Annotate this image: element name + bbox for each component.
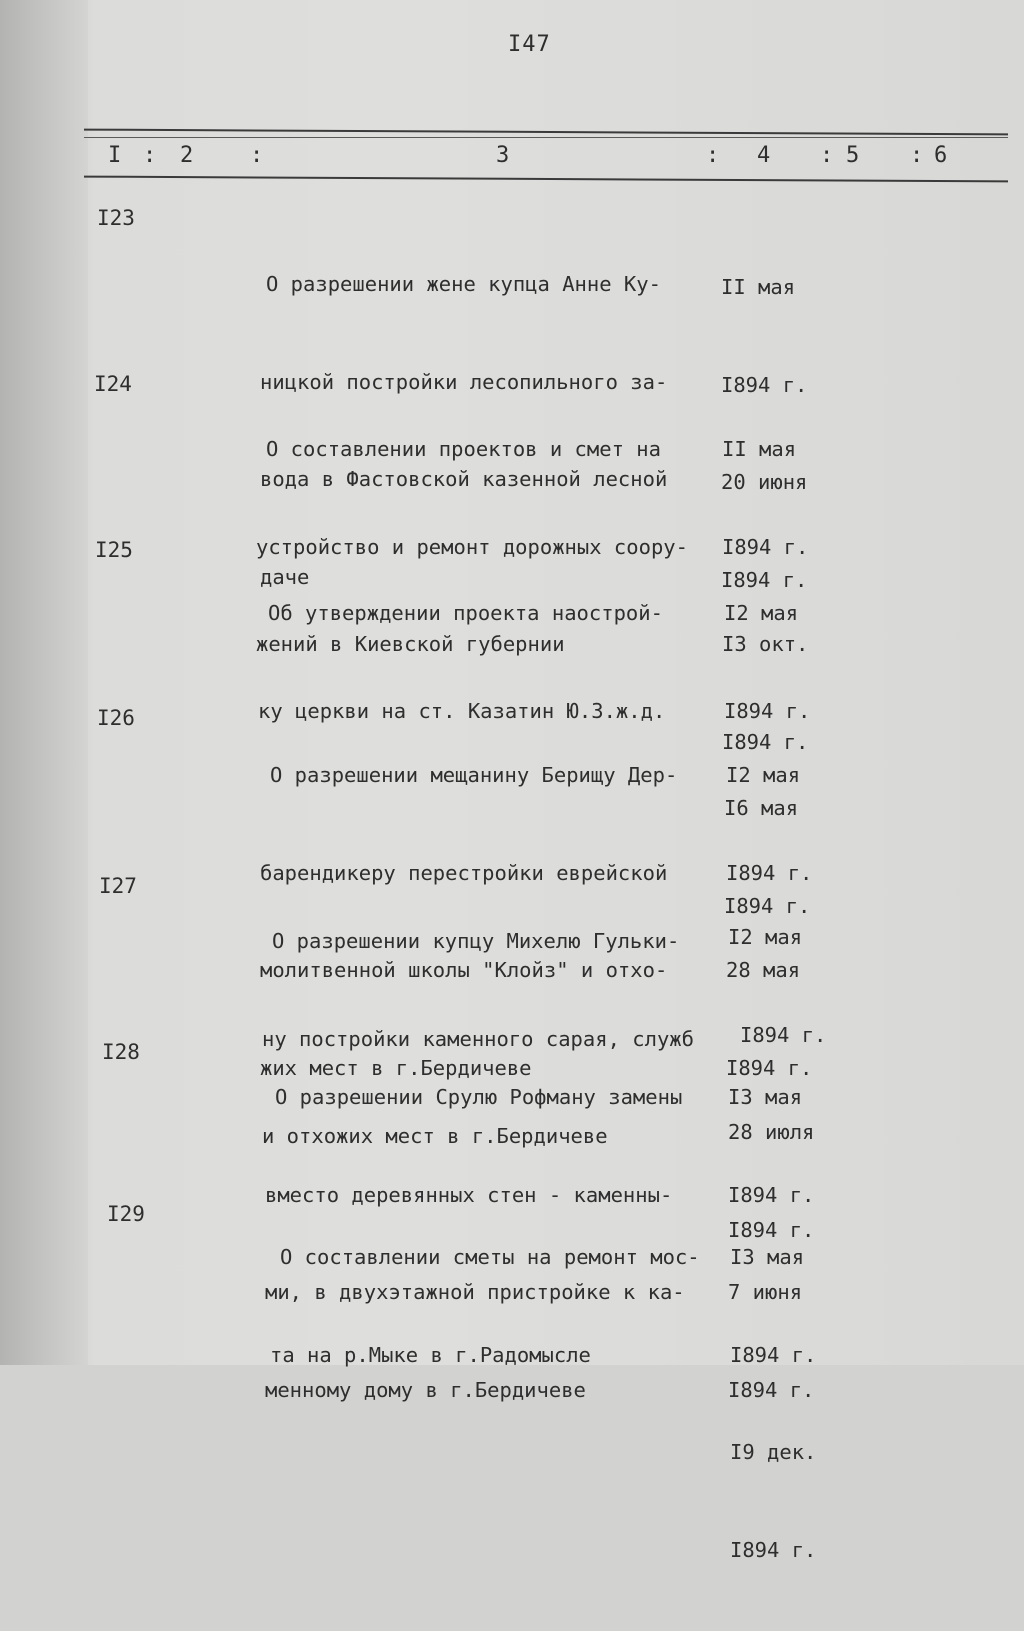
header-col-3: 3: [496, 143, 510, 168]
date-line: 28 июля: [728, 1120, 815, 1144]
date-line: I894 г.: [721, 567, 808, 592]
header-col-5: 5: [846, 143, 860, 168]
description-line: О разрешении купцу Михелю Гульки-: [272, 929, 680, 953]
row-description: [270, 1176, 700, 1436]
description-line: та на р.Мыке в г.Радомысле: [270, 1342, 591, 1367]
date-line: I894 г.: [728, 1182, 815, 1207]
description-line: О разрешении мещанину Берищу Дер-: [270, 763, 678, 787]
header-sep-1: :: [143, 143, 157, 168]
date-line: I894 г.: [722, 534, 809, 559]
description-line: О разрешении Срулю Рофману замены: [275, 1085, 683, 1109]
description-line: О составлении проектов и смет на: [266, 437, 661, 461]
date-line: 20 июня: [721, 470, 808, 494]
row-number: I28: [102, 1040, 140, 1064]
row-dates: [730, 1176, 816, 1631]
date-line: I894 г.: [724, 893, 811, 918]
header-sep-2: :: [250, 143, 264, 168]
header-rule-bottom: [84, 176, 1008, 183]
date-line: I3 мая: [730, 1245, 805, 1269]
date-line: I6 мая: [724, 796, 799, 820]
date-line: I894 г.: [728, 1377, 815, 1402]
description-line: жих мест в г.Бердичеве: [260, 1055, 532, 1080]
date-line: 28 мая: [726, 958, 801, 982]
date-line: I2 мая: [726, 763, 801, 787]
header-col-6: 6: [934, 143, 948, 168]
date-line: II мая: [722, 437, 797, 461]
date-line: I2 мая: [724, 601, 799, 625]
date-line: I894 г.: [726, 1055, 813, 1080]
description-line: ну постройки каменного сарая, служб: [262, 1026, 694, 1051]
book-binding: [0, 0, 88, 1365]
row-number: I29: [107, 1202, 145, 1226]
row-number: I26: [97, 706, 135, 730]
date-line: I894 г.: [730, 1537, 817, 1562]
header-col-1: I: [108, 143, 122, 168]
description-line: вода в Фастовской казенной лесной: [260, 467, 668, 491]
date-line: I3 мая: [728, 1085, 803, 1109]
description-line: ницкой постройки лесопильного за-: [260, 369, 668, 394]
date-line: II мая: [721, 275, 796, 299]
header-col-2: 2: [180, 143, 194, 168]
date-line: I3 окт.: [722, 632, 809, 656]
page-number: I47: [508, 32, 551, 57]
description-line: ку церкви на ст. Казатин Ю.З.ж.д.: [258, 698, 666, 723]
date-line: I9 дек.: [730, 1440, 817, 1464]
header-col-4: 4: [757, 143, 771, 168]
date-line: I894 г.: [728, 1217, 815, 1242]
date-line: I2 мая: [728, 925, 803, 949]
date-line: I894 г.: [730, 1342, 817, 1367]
header-sep-3: :: [706, 143, 720, 168]
description-line: молитвенной школы "Клойз" и отхо-: [260, 958, 668, 982]
date-line: I894 г.: [740, 1022, 827, 1047]
header-sep-5: :: [910, 143, 924, 168]
header-rule-top: [84, 129, 1008, 136]
row-number: I24: [94, 372, 132, 396]
date-line: I894 г.: [724, 698, 811, 723]
row-number: I23: [97, 206, 135, 230]
description-line: Об утверждении проекта наострой-: [268, 601, 663, 625]
description-line: и отхожих мест в г.Бердичеве: [262, 1124, 608, 1148]
description-line: О разрешении жене купца Анне Ку-: [266, 272, 661, 296]
description-line: менному дому в г.Бердичеве: [265, 1377, 586, 1402]
date-line: I894 г.: [726, 860, 813, 885]
header-rule-top-inner: [84, 137, 1008, 138]
date-line: I894 г.: [721, 372, 808, 397]
row-number: I25: [95, 538, 133, 562]
row-number: I27: [99, 874, 137, 898]
description-line: даче: [260, 564, 310, 589]
description-line: барендикеру перестройки еврейской: [260, 860, 668, 885]
description-line: устройство и ремонт дорожных соору-: [256, 534, 688, 559]
description-line: ми, в двухэтажной пристройке к ка-: [265, 1280, 685, 1304]
date-line: I894 г.: [722, 729, 809, 754]
description-line: О составлении сметы на ремонт мос-: [280, 1245, 700, 1269]
header-sep-4: :: [820, 143, 834, 168]
date-line: 7 июня: [728, 1280, 803, 1304]
description-line: жений в Киевской губернии: [256, 632, 565, 656]
description-line: вместо деревянных стен - каменны-: [265, 1182, 673, 1207]
